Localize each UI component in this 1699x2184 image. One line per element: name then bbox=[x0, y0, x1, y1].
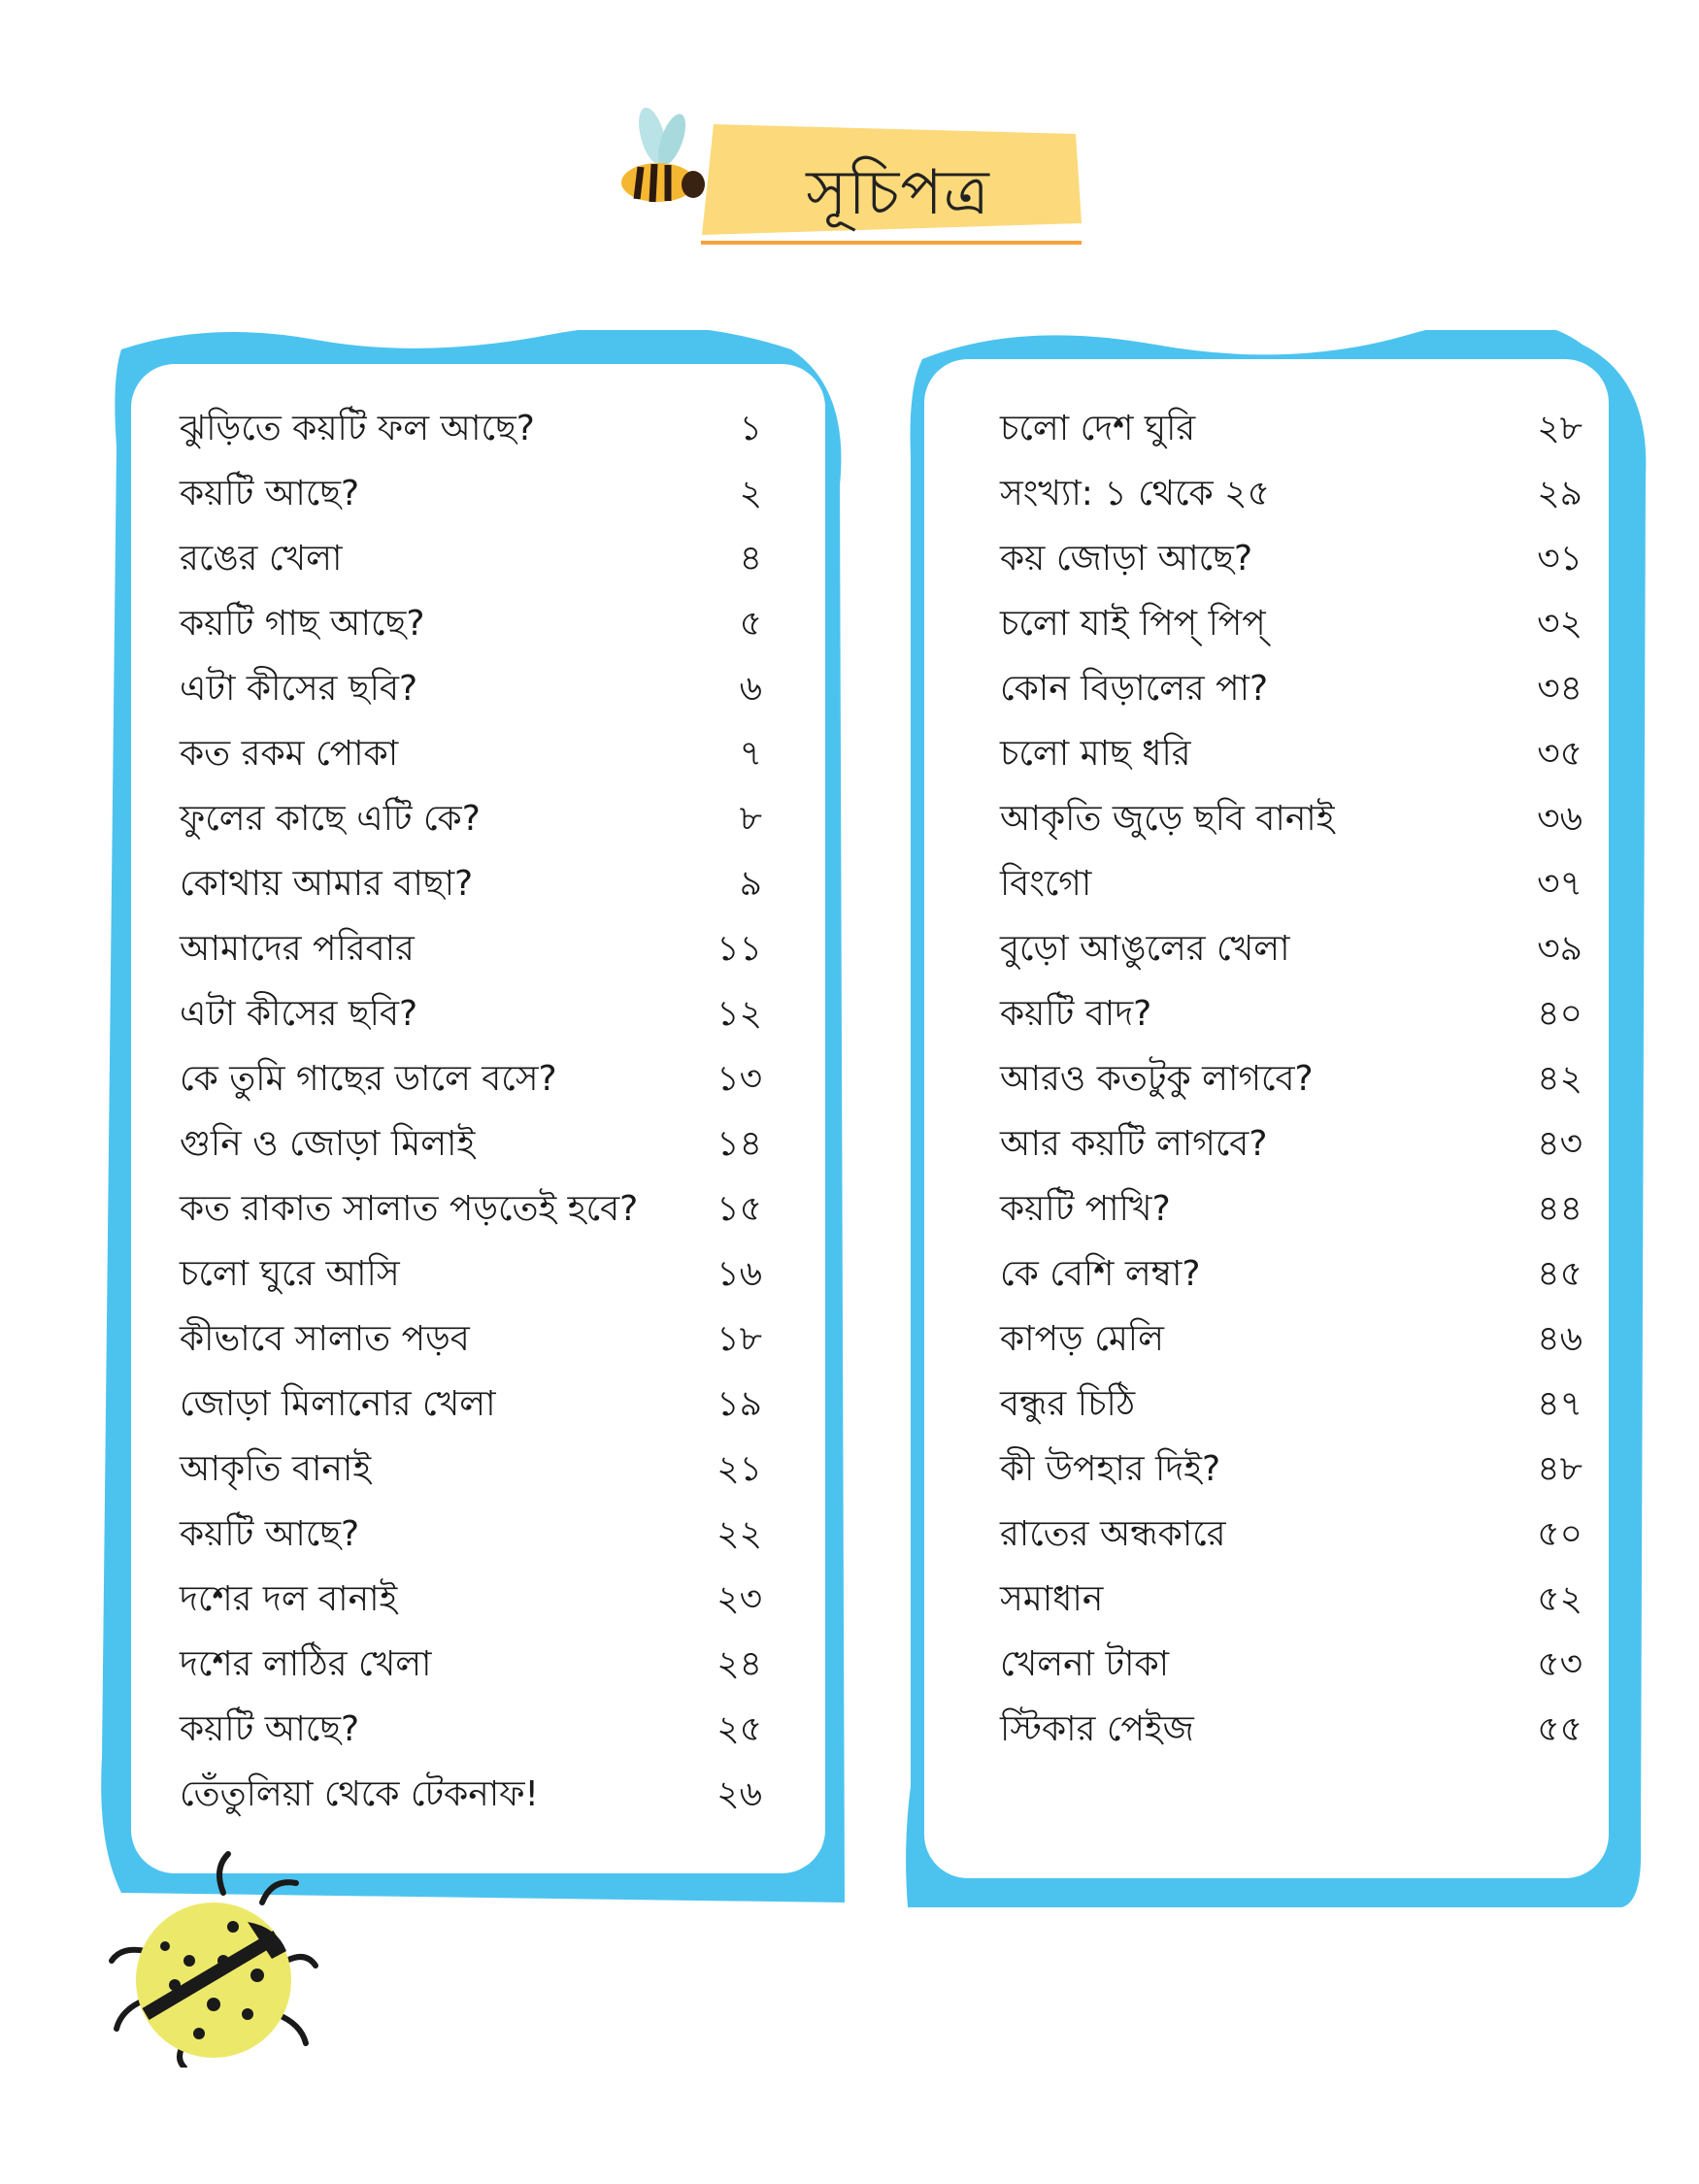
toc-entry bbox=[180, 1178, 762, 1243]
toc-entry bbox=[180, 1373, 762, 1439]
toc-entry bbox=[1000, 1048, 1582, 1113]
toc-entry-page: ২৮ bbox=[1537, 408, 1582, 448]
toc-entry bbox=[180, 1308, 762, 1373]
toc-entry bbox=[180, 1113, 762, 1178]
toc-entry-title: চলো যাই পিপ্ পিপ্ bbox=[1000, 603, 1266, 644]
toc-entry-page: ৪২ bbox=[1537, 1058, 1582, 1099]
title-banner bbox=[612, 107, 1087, 252]
toc-entry bbox=[1000, 1699, 1582, 1764]
toc-entry-title: কে বেশি লম্বা? bbox=[1000, 1253, 1201, 1294]
toc-entry-title: কত রাকাত সালাত পড়তেই হবে? bbox=[180, 1188, 639, 1229]
toc-entry bbox=[180, 398, 762, 463]
toc-entry bbox=[180, 918, 762, 983]
toc-entry bbox=[1000, 463, 1582, 528]
toc-entry-title: ঝুড়িতে কয়টি ফল আছে? bbox=[180, 408, 535, 448]
toc-entry bbox=[180, 983, 762, 1048]
toc-entry-title: কী উপহার দিই? bbox=[1000, 1448, 1221, 1489]
toc-entry-page: ৩৪ bbox=[1537, 668, 1582, 709]
toc-entry bbox=[180, 788, 762, 853]
toc-entry bbox=[180, 1504, 762, 1569]
toc-entry-title: দশের দল বানাই bbox=[180, 1578, 398, 1619]
toc-entry-title: কয়টি আছে? bbox=[180, 473, 360, 513]
toc-entry-title: কয়টি আছে? bbox=[180, 1513, 360, 1554]
toc-entry bbox=[1000, 983, 1582, 1048]
toc-entry-page: ৪৩ bbox=[1537, 1123, 1582, 1164]
toc-entry-title: কত রকম পোকা bbox=[180, 733, 399, 774]
toc-entry-page: ৫২ bbox=[1537, 1578, 1582, 1619]
toc-entry-page: ২২ bbox=[716, 1513, 762, 1554]
toc-entry bbox=[1000, 1504, 1582, 1569]
toc-entry bbox=[180, 853, 762, 918]
toc-entry-page: ৫৫ bbox=[1537, 1708, 1582, 1749]
toc-entry-title: জোড়া মিলানোর খেলা bbox=[180, 1383, 496, 1424]
toc-entry-page: ৯ bbox=[739, 863, 762, 904]
toc-entry-title: চলো মাছ ধরি bbox=[1000, 733, 1191, 774]
toc-entry-page: ৪৮ bbox=[1537, 1448, 1582, 1489]
toc-entry-title: কয় জোড়া আছে? bbox=[1000, 538, 1253, 579]
toc-entry-page: ৩১ bbox=[1537, 538, 1582, 579]
toc-entry-page: ৪৫ bbox=[1537, 1253, 1582, 1294]
toc-entry-page: ১৫ bbox=[716, 1188, 762, 1229]
toc-entry-title: চলো ঘুরে আসি bbox=[180, 1253, 400, 1294]
toc-entry bbox=[180, 1439, 762, 1504]
toc-entry-title: তেঁতুলিয়া থেকে টেকনাফ! bbox=[180, 1773, 539, 1814]
toc-entry-page: ১৮ bbox=[716, 1318, 762, 1359]
toc-list-left bbox=[180, 398, 762, 1829]
toc-entry-title: রঙের খেলা bbox=[180, 538, 343, 579]
toc-entry bbox=[180, 593, 762, 658]
toc-entry bbox=[1000, 1569, 1582, 1634]
toc-entry bbox=[1000, 593, 1582, 658]
toc-entry-title: আরও কতটুকু লাগবে? bbox=[1000, 1058, 1314, 1099]
toc-entry bbox=[1000, 1178, 1582, 1243]
toc-entry-page: ১৩ bbox=[716, 1058, 762, 1099]
toc-entry-title: বিংগো bbox=[1000, 863, 1092, 904]
toc-entry-page: ৭ bbox=[739, 733, 762, 774]
toc-entry bbox=[1000, 1634, 1582, 1699]
toc-entry-page: ৫ bbox=[739, 603, 762, 644]
toc-entry-title: গুনি ও জোড়া মিলাই bbox=[180, 1123, 476, 1164]
toc-entry-page: ২ bbox=[739, 473, 762, 513]
toc-entry-page: ৩৫ bbox=[1537, 733, 1582, 774]
toc-entry-title: আর কয়টি লাগবে? bbox=[1000, 1123, 1268, 1164]
toc-entry-page: ৮ bbox=[739, 798, 762, 839]
toc-entry-page: ৩৬ bbox=[1537, 798, 1582, 839]
toc-entry bbox=[180, 1764, 762, 1829]
toc-entry bbox=[180, 1634, 762, 1699]
toc-entry bbox=[1000, 788, 1582, 853]
toc-entry bbox=[1000, 853, 1582, 918]
toc-entry bbox=[180, 1699, 762, 1764]
toc-entry-title: কীভাবে সালাত পড়ব bbox=[180, 1318, 470, 1359]
toc-entry-page: ৩২ bbox=[1537, 603, 1582, 644]
toc-entry-title: সমাধান bbox=[1000, 1578, 1104, 1619]
toc-entry bbox=[1000, 1308, 1582, 1373]
toc-entry-title: খেলনা টাকা bbox=[1000, 1643, 1170, 1684]
toc-entry-page: ২৫ bbox=[716, 1708, 762, 1749]
toc-entry-page: ৪৪ bbox=[1537, 1188, 1582, 1229]
toc-entry-page: ৪৭ bbox=[1537, 1383, 1582, 1424]
toc-entry-title: কাপড় মেলি bbox=[1000, 1318, 1164, 1359]
toc-entry bbox=[180, 463, 762, 528]
toc-entry-page: ১২ bbox=[716, 993, 762, 1034]
toc-entry bbox=[1000, 1439, 1582, 1504]
toc-entry bbox=[1000, 398, 1582, 463]
toc-entry-page: ১৬ bbox=[716, 1253, 762, 1294]
toc-entry-page: ২৪ bbox=[716, 1643, 762, 1684]
toc-entry-title: কোথায় আমার বাছা? bbox=[180, 863, 474, 904]
toc-entry-page: ১৯ bbox=[716, 1383, 762, 1424]
toc-entry-title: বুড়ো আঙুলের খেলা bbox=[1000, 928, 1290, 969]
toc-entry bbox=[1000, 723, 1582, 788]
toc-entry-title: সংখ্যা: ১ থেকে ২৫ bbox=[1000, 473, 1270, 513]
toc-entry-title: দশের লাঠির খেলা bbox=[180, 1643, 432, 1684]
page-title: সূচিপত্র bbox=[806, 157, 990, 229]
toc-entry-title: কয়টি বাদ? bbox=[1000, 993, 1152, 1034]
toc-entry-title: আমাদের পরিবার bbox=[180, 928, 415, 969]
toc-entry-page: ৪ bbox=[739, 538, 762, 579]
ladybug-icon bbox=[107, 1844, 320, 2068]
toc-entry-page: ৫০ bbox=[1537, 1513, 1582, 1554]
toc-entry-title: স্টিকার পেইজ bbox=[1000, 1708, 1194, 1749]
toc-entry-page: ৪০ bbox=[1537, 993, 1582, 1034]
toc-panel-left bbox=[92, 330, 850, 1922]
toc-entry-page: ৫৩ bbox=[1537, 1643, 1582, 1684]
toc-entry bbox=[1000, 1373, 1582, 1439]
toc-entry-title: কে তুমি গাছের ডালে বসে? bbox=[180, 1058, 557, 1099]
toc-entry bbox=[180, 1243, 762, 1308]
toc-entry bbox=[1000, 528, 1582, 593]
toc-entry-page: ২১ bbox=[716, 1448, 762, 1489]
toc-entry-title: আকৃতি বানাই bbox=[180, 1448, 372, 1489]
toc-panel-right bbox=[903, 330, 1660, 1922]
toc-entry bbox=[1000, 658, 1582, 723]
toc-entry bbox=[1000, 1243, 1582, 1308]
toc-entry-page: ৩৯ bbox=[1537, 928, 1582, 969]
toc-entry-title: কোন বিড়ালের পা? bbox=[1000, 668, 1269, 709]
toc-entry bbox=[180, 723, 762, 788]
toc-entry bbox=[180, 1048, 762, 1113]
toc-entry bbox=[1000, 1113, 1582, 1178]
toc-entry-page: ৪৬ bbox=[1537, 1318, 1582, 1359]
toc-entry-page: ১ bbox=[739, 408, 762, 448]
toc-entry bbox=[1000, 918, 1582, 983]
toc-entry bbox=[180, 1569, 762, 1634]
toc-entry-page: ১৪ bbox=[716, 1123, 762, 1164]
toc-entry-page: ১১ bbox=[716, 928, 762, 969]
toc-entry-title: কয়টি পাখি? bbox=[1000, 1188, 1171, 1229]
toc-entry-page: ৩৭ bbox=[1537, 863, 1582, 904]
toc-entry bbox=[180, 528, 762, 593]
toc-entry-title: এটা কীসের ছবি? bbox=[180, 668, 418, 709]
toc-entry-title: এটা কীসের ছবি? bbox=[180, 993, 418, 1034]
toc-list-right bbox=[1000, 398, 1582, 1764]
toc-entry-title: চলো দেশ ঘুরি bbox=[1000, 408, 1196, 448]
toc-entry-title: বন্ধুর চিঠি bbox=[1000, 1383, 1136, 1424]
toc-entry-title: ফুলের কাছে এটি কে? bbox=[180, 798, 481, 839]
toc-entry-page: ৬ bbox=[739, 668, 762, 709]
toc-entry-title: আকৃতি জুড়ে ছবি বানাই bbox=[1000, 798, 1335, 839]
toc-entry-title: রাতের অন্ধকারে bbox=[1000, 1513, 1226, 1554]
toc-entry-page: ২৩ bbox=[716, 1578, 762, 1619]
toc-entry-title: কয়টি গাছ আছে? bbox=[180, 603, 425, 644]
toc-entry-title: কয়টি আছে? bbox=[180, 1708, 360, 1749]
toc-entry bbox=[180, 658, 762, 723]
toc-entry-page: ২৯ bbox=[1537, 473, 1582, 513]
toc-entry-page: ২৬ bbox=[716, 1773, 762, 1814]
